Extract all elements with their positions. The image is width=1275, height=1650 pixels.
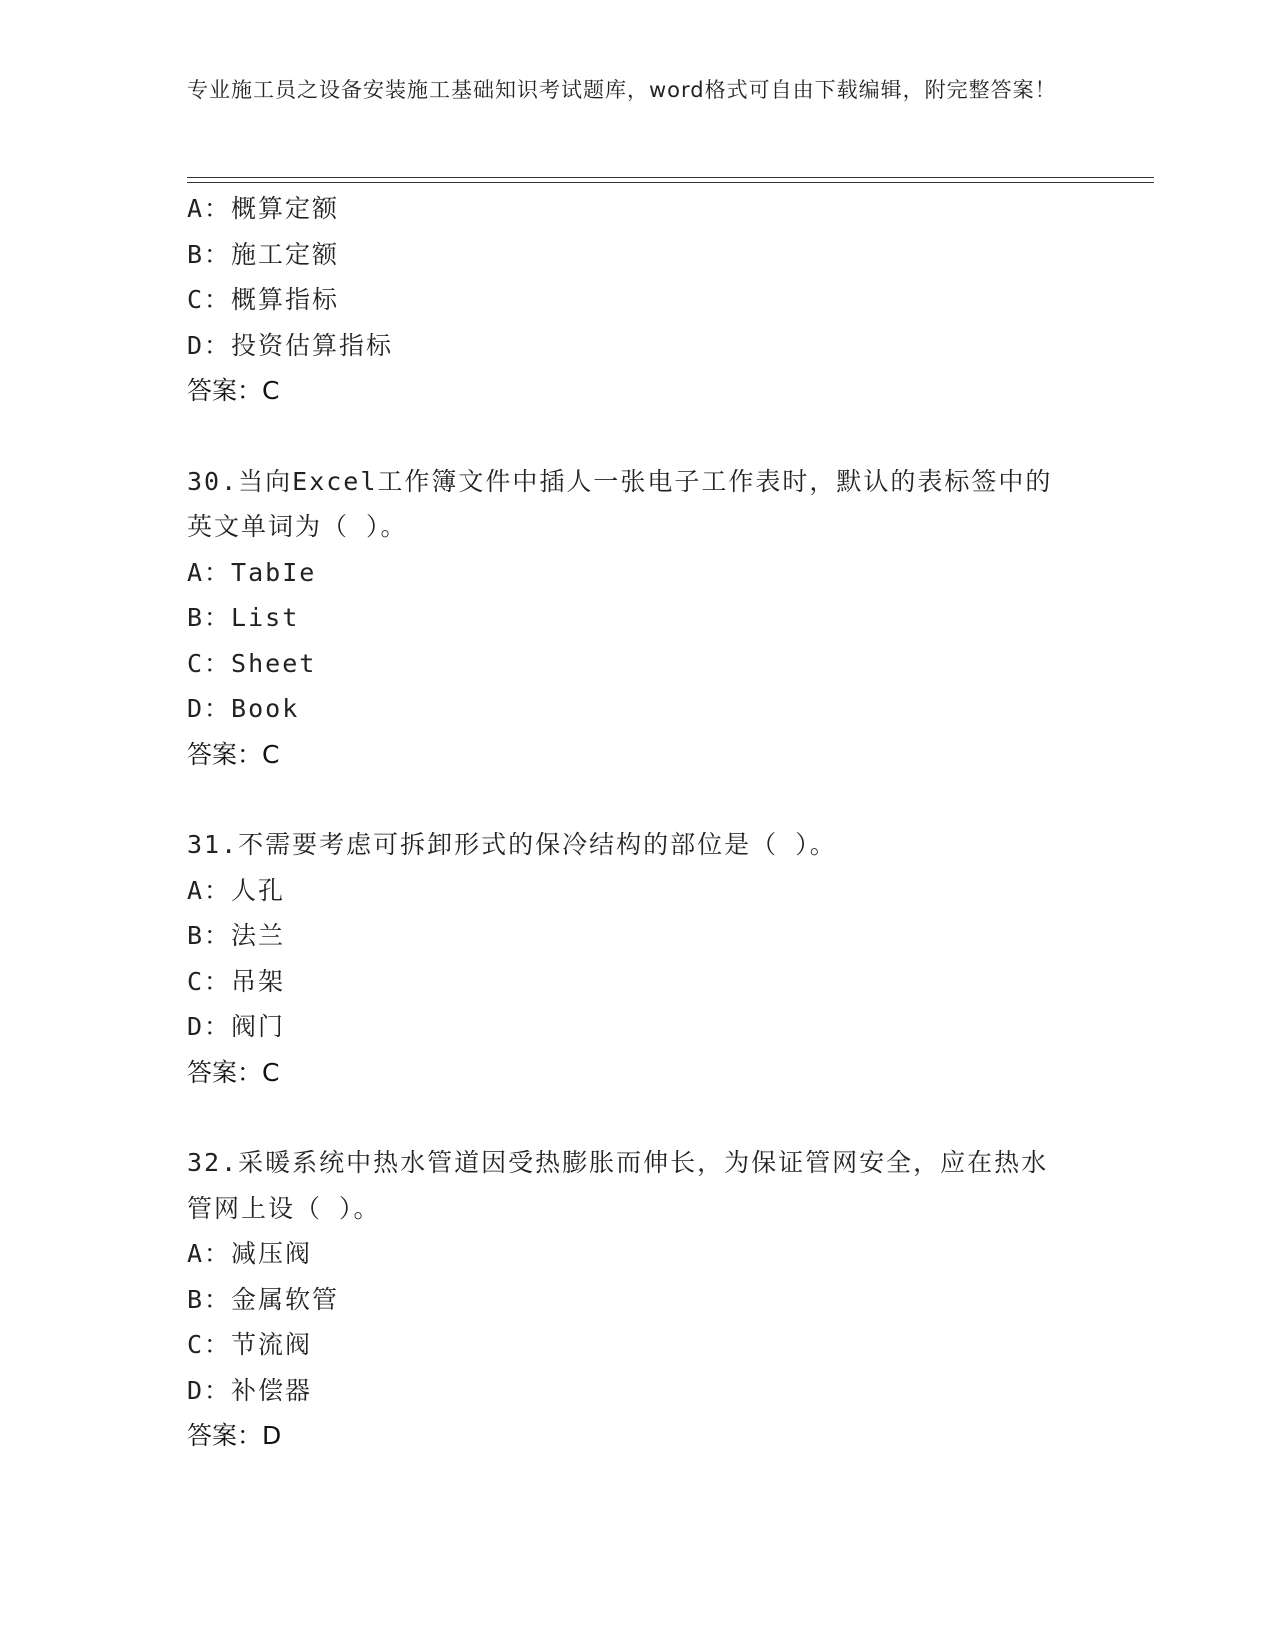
- option-c: C：Sheet: [187, 648, 317, 678]
- question-32: [187, 1140, 1087, 1459]
- option-d: D：补偿器: [187, 1375, 313, 1405]
- spacer: [187, 777, 1087, 822]
- option-b: B：List: [187, 603, 300, 632]
- option-a: A：人孔: [187, 875, 286, 905]
- document-header: 专业施工员之设备安装施工基础知识考试题库，word格式可自由下载编辑，附完整答案！: [187, 78, 1057, 102]
- question-text: 30.当向Excel工作簿文件中插人一张电子工作表时，默认的表标签中的英文单词为（ ）。: [187, 466, 1053, 541]
- question-text: 31.不需要考虑可拆卸形式的保冷结构的部位是（ ）。: [187, 830, 837, 859]
- answer-line: 答案：D: [187, 1421, 282, 1450]
- question-list: [187, 186, 1087, 1459]
- spacer: [187, 1095, 1087, 1140]
- question-text: 32.采暖系统中热水管道因受热膨胀而伸长，为保证管网安全，应在热水管网上设（ ）。: [187, 1148, 1049, 1223]
- option-c: C：节流阀: [187, 1330, 313, 1359]
- option-b: B：金属软管: [187, 1284, 340, 1314]
- question-31: [187, 822, 1087, 1095]
- option-b: B：施工定额: [187, 239, 340, 269]
- option-c: C：概算指标: [187, 285, 340, 314]
- question-29: [187, 186, 1087, 414]
- option-d: D：Book: [187, 694, 300, 723]
- answer-line: 答案：C: [187, 376, 280, 405]
- option-b: B：法兰: [187, 921, 286, 950]
- option-a: A：减压阀: [187, 1239, 313, 1268]
- header-divider-secondary: [187, 182, 1154, 183]
- option-d: D：阀门: [187, 1012, 286, 1041]
- option-c: C：吊架: [187, 966, 286, 996]
- option-d: D：投资估算指标: [187, 330, 394, 360]
- header-divider: [187, 177, 1154, 178]
- spacer: [187, 414, 1087, 459]
- answer-line: 答案：C: [187, 739, 280, 769]
- option-a: A：概算定额: [187, 194, 340, 223]
- answer-line: 答案：C: [187, 1057, 280, 1087]
- option-a: A：TabIe: [187, 557, 317, 587]
- question-30: [187, 459, 1087, 778]
